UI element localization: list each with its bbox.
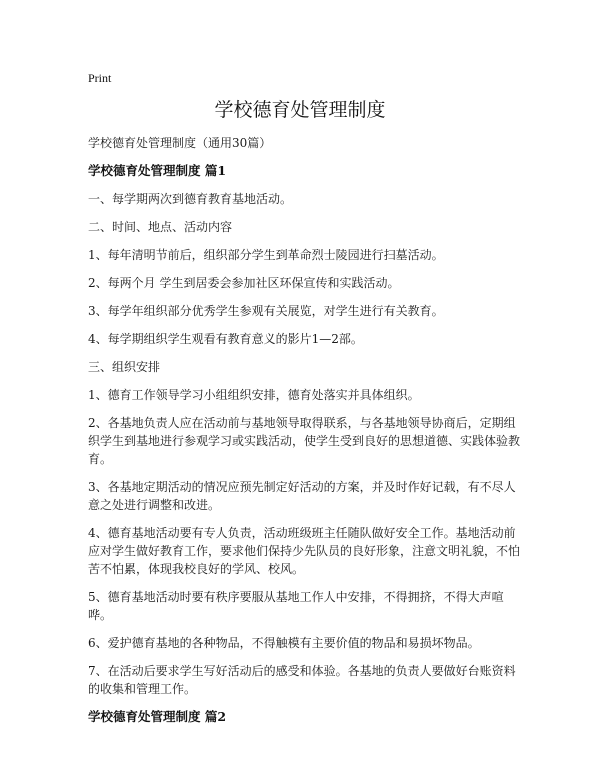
paragraph: 2、每两个月 学生到居委会参加社区环保宣传和实践活动。 <box>88 276 400 290</box>
paragraph: 1、每年清明节前后，组织部分学生到革命烈士陵园进行扫墓活动。 <box>88 248 444 262</box>
paragraph: 5、德育基地活动时要有秩序要服从基地工作人中安排，不得拥挤，不得大声喧哗。 <box>88 590 504 622</box>
section-heading-1: 学校德育处管理制度 篇1 <box>88 163 227 178</box>
intro-line: 学校德育处管理制度（通用30篇） <box>88 136 272 150</box>
print-link[interactable]: Print <box>88 71 112 85</box>
paragraph: 三、组织安排 <box>88 360 161 374</box>
paragraph: 3、各基地定期活动的情况应预先制定好活动的方案，并及时作好记载，有不尽人意之处进行调整和改进。 <box>88 480 516 512</box>
paragraph: 4、德育基地活动要有专人负责，活动班级班主任随队做好安全工作。基地活动前应对学生做好教育工作，要求他们保持少先队员的良好形象，注意文明礼貌，不怕苦不怕累，体现我校良好的学风、校风。 <box>88 526 521 576</box>
section-heading-2: 学校德育处管理制度 篇2 <box>88 709 227 724</box>
document-body <box>88 134 520 736</box>
paragraph: 2、各基地负责人应在活动前与基地领导取得联系，与各基地领导协商后，定期组织学生到基地进行参观学习或实践活动，使学生受到良好的思想道德、实践体验教育。 <box>88 416 521 466</box>
paragraph: 4、每学期组织学生观看有教育意义的影片1—2部。 <box>88 332 363 346</box>
paragraph: 1、德育工作领导学习小组组织安排，德育处落实并具体组织。 <box>88 388 420 402</box>
paragraph: 7、在活动后要求学生写好活动后的感受和体验。各基地的负责人要做好台账资料的收集和管理工作。 <box>88 664 516 696</box>
document-title: 学校德育处管理制度 <box>214 99 386 121</box>
paragraph: 一、每学期两次到德育教育基地活动。 <box>88 192 293 206</box>
paragraph: 3、每学年组织部分优秀学生参观有关展览，对学生进行有关教育。 <box>88 304 444 318</box>
paragraph: 6、爱护德育基地的各种物品，不得触模有主要价值的物品和易损坏物品。 <box>88 636 480 650</box>
paragraph: 二、时间、地点、活动内容 <box>88 220 233 234</box>
